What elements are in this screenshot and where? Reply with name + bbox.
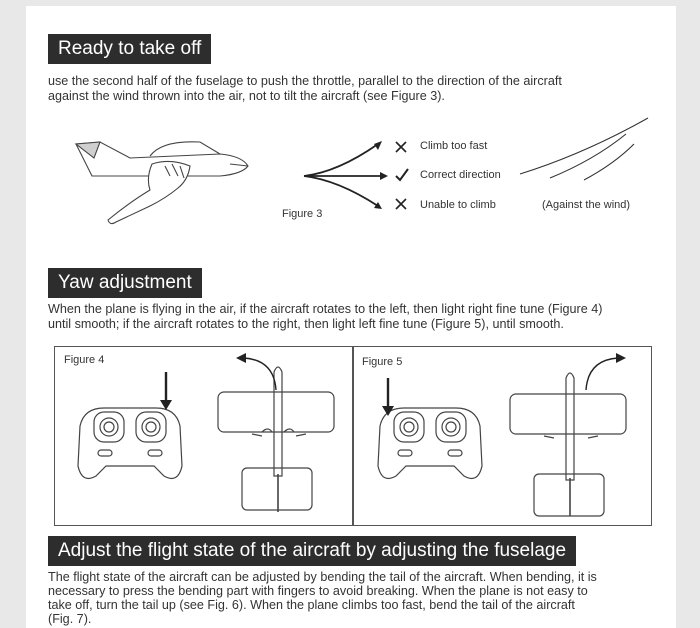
check-icon bbox=[395, 168, 409, 182]
ready-paragraph bbox=[48, 74, 562, 104]
figure-3-label: Figure 3 bbox=[282, 208, 323, 220]
controller-illustration bbox=[70, 386, 190, 496]
down-arrow-icon bbox=[382, 378, 394, 418]
cross-icon bbox=[395, 198, 407, 210]
adjust-paragraph bbox=[48, 570, 597, 626]
adjust-line-4: (Fig. 7). bbox=[48, 612, 92, 626]
section-header-ready: Ready to take off bbox=[48, 34, 211, 64]
adjust-line-2: necessary to press the bending part with fingers to avoid breaking. When the plane is not easy to bbox=[48, 584, 588, 598]
rotate-left-arrow-icon bbox=[230, 352, 280, 392]
manual-page bbox=[26, 6, 676, 628]
cross-icon bbox=[395, 141, 407, 153]
section-header-adjust-fuselage: Adjust the flight state of the aircraft by adjusting the fuselage bbox=[48, 536, 576, 566]
figure-5-label: Figure 5 bbox=[362, 356, 403, 368]
figure-4-label: Figure 4 bbox=[64, 354, 105, 366]
rotate-right-arrow-icon bbox=[582, 352, 632, 392]
section-header-yaw: Yaw adjustment bbox=[48, 268, 202, 298]
plane-throw-illustration bbox=[70, 136, 260, 231]
ready-line-2: against the wind thrown into the air, not to tilt the aircraft (see Figure 3). bbox=[48, 89, 445, 103]
wind-lines-icon bbox=[514, 114, 654, 184]
option-climb-too-fast: Climb too fast bbox=[420, 140, 488, 152]
option-correct-direction: Correct direction bbox=[420, 169, 501, 181]
yaw-line-1: When the plane is flying in the air, if the aircraft rotates to the left, then light right fine tune (Figure 4) bbox=[48, 302, 603, 316]
ready-line-1: use the second half of the fuselage to push the throttle, parallel to the direction of the aircraft bbox=[48, 74, 562, 88]
yaw-line-2: until smooth; if the aircraft rotates to the right, then light left fine tune (Figure 5), until smooth. bbox=[48, 317, 564, 331]
down-arrow-icon bbox=[160, 372, 172, 412]
yaw-paragraph bbox=[48, 302, 602, 332]
option-unable-to-climb: Unable to climb bbox=[420, 199, 496, 211]
adjust-line-1: The flight state of the aircraft can be adjusted by bending the tail of the aircraft. When bending, it is bbox=[48, 570, 597, 584]
against-wind-label: (Against the wind) bbox=[542, 199, 631, 211]
adjust-line-3: take off, turn the tail up (see Fig. 6). When the plane climbs too fast, bend the tail of the aircraft bbox=[48, 598, 575, 612]
direction-arrows bbox=[298, 132, 398, 212]
